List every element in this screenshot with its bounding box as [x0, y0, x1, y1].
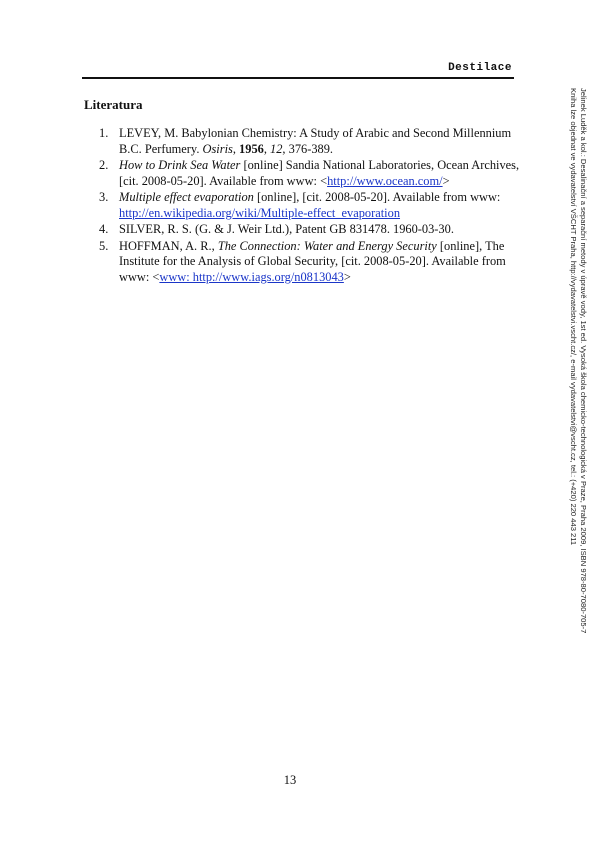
- reference-journal: Osiris: [202, 141, 233, 156]
- reference-details: [online], [cit. 2008-05-20]. Available from www:: [253, 190, 501, 204]
- reference-title: How to Drink Sea Water: [119, 158, 241, 172]
- reference-number: 5.: [99, 238, 109, 253]
- reference-separator: ,: [263, 141, 271, 156]
- side-note-line-1: Jelinek Luděk a kol.: Desalinační a separační metody v úpravě vody, 1st ed. Vysoká škola chemicko-technologická v Praze, Praha 2009, ISBN 978-80-7080-705-7: [579, 88, 588, 634]
- reference-number: 1.: [99, 126, 109, 140]
- page-number: 13: [283, 773, 297, 787]
- section-title: Literatura: [84, 97, 143, 112]
- reference-close: >: [442, 173, 450, 188]
- reference-number: 3.: [99, 190, 109, 204]
- reference-author: LEVEY, M. Babylonian Chemistry: A Study of Arabic and Second Millennium B.C. Perfumery.: [119, 126, 512, 156]
- reference-item-3: [84, 190, 524, 221]
- side-note: [560, 88, 588, 688]
- reference-link[interactable]: www: http://www.iags.org/n0813043: [159, 269, 344, 284]
- reference-title: Multiple effect evaporation: [119, 190, 254, 204]
- header-rule: [82, 77, 514, 79]
- reference-link[interactable]: http://www.ocean.com/: [327, 173, 443, 188]
- reference-title: The Connection: Water and Energy Security: [217, 238, 437, 253]
- running-header: Destilace: [448, 62, 512, 74]
- reference-item-5: [84, 239, 524, 286]
- reference-close: >: [343, 269, 351, 284]
- reference-number: 2.: [99, 158, 109, 172]
- reference-link[interactable]: http://en.wikipedia.org/wiki/Multiple-effect_evaporation: [119, 205, 401, 220]
- side-note-text: [568, 88, 588, 688]
- side-note-line-2: Kniha lze objednat ve vydavatelství VŠCHT Praha, http://vydavatelstvi.vscht.cz/, e-mail vydavatelstvi@vscht.cz, tel.: (+420) 220 443 211: [569, 88, 578, 546]
- reference-separator: ,: [232, 141, 240, 156]
- reference-year: 1956: [239, 141, 264, 156]
- reference-text: SILVER, R. S. (G. & J. Weir Ltd.), Patent GB 831478. 1960-03-30.: [119, 222, 454, 236]
- reference-pages: , 376-389.: [282, 141, 334, 156]
- reference-volume: 12: [270, 141, 283, 156]
- reference-item-4: [84, 222, 524, 238]
- reference-item-1: [84, 126, 524, 157]
- reference-details: [online], The Institute for the Analysis of Global Security, [cit. 2008-05-20]. Available from www: <: [119, 238, 506, 284]
- reference-list: [84, 126, 524, 286]
- reference-number: 4.: [99, 222, 109, 236]
- reference-author: HOFFMAN, A. R.,: [119, 238, 218, 253]
- reference-details: [online] Sandia National Laboratories, Ocean Archives, [cit. 2008-05-20]. Available from www: <: [119, 158, 520, 188]
- reference-item-2: [84, 158, 524, 189]
